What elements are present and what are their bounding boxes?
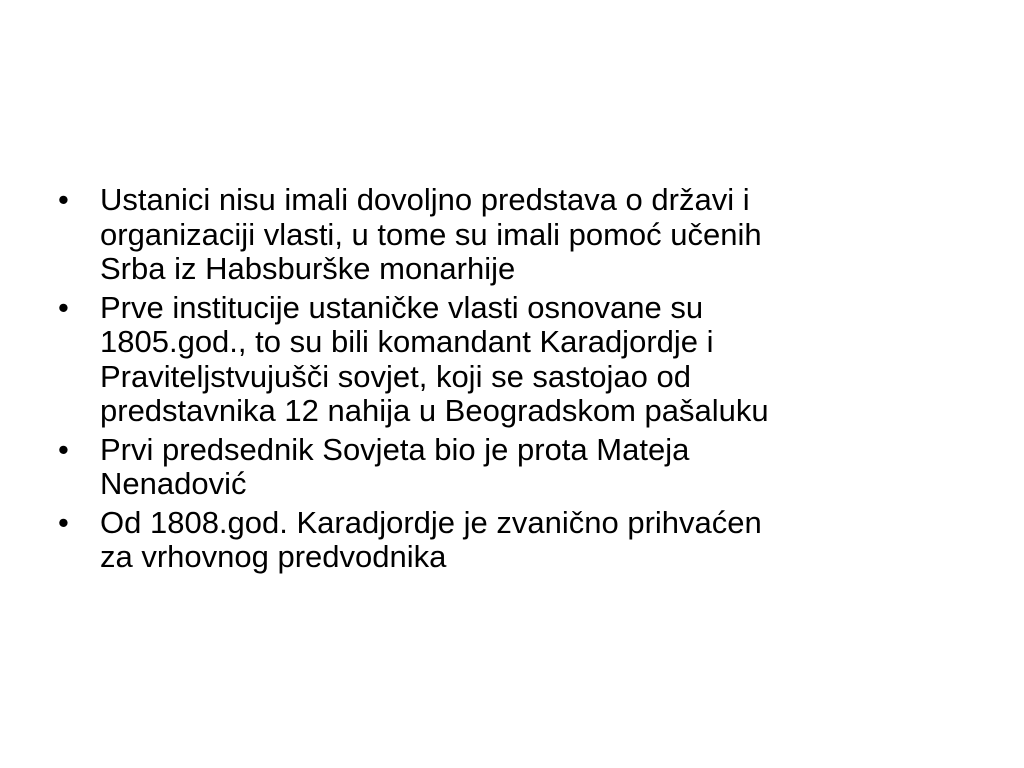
bullet-line: 1805.god., to su bili komandant Karadjordje i (100, 324, 714, 359)
bullet-dot: • (58, 504, 69, 540)
bullet-line: Od 1808.god. Karadjordje je zvanično prihvaćen (100, 504, 762, 540)
bullet-item-3 (58, 433, 978, 502)
bullet-line: Praviteljstvujušči sovjet, koji se sastojao od (100, 358, 691, 394)
bullet-line: Nenadović (100, 466, 247, 501)
bullet-dot: • (58, 182, 69, 217)
bullet-line: organizaciji vlasti, u tome su imali pomoć učenih (100, 216, 762, 252)
bullet-line: Prvi predsednik Sovjeta bio je prota Mateja (100, 431, 690, 467)
bullet-line: za vrhovnog predvodnika (100, 539, 447, 574)
bullet-line: Prve institucije ustaničke vlasti osnovane su (100, 289, 704, 325)
bullet-item-1 (58, 183, 978, 287)
bullet-dot: • (58, 431, 69, 467)
bullet-line: Srba iz Habsburške monarhije (100, 251, 516, 286)
bullet-line: predstavnika 12 nahija u Beogradskom pašaluku (100, 393, 769, 428)
bullet-list (58, 183, 978, 579)
bullet-dot: • (58, 289, 69, 325)
bullet-item-4 (58, 506, 978, 575)
bullet-item-2 (58, 291, 978, 429)
bullet-line: Ustanici nisu imali dovoljno predstava o državi i (100, 182, 750, 217)
